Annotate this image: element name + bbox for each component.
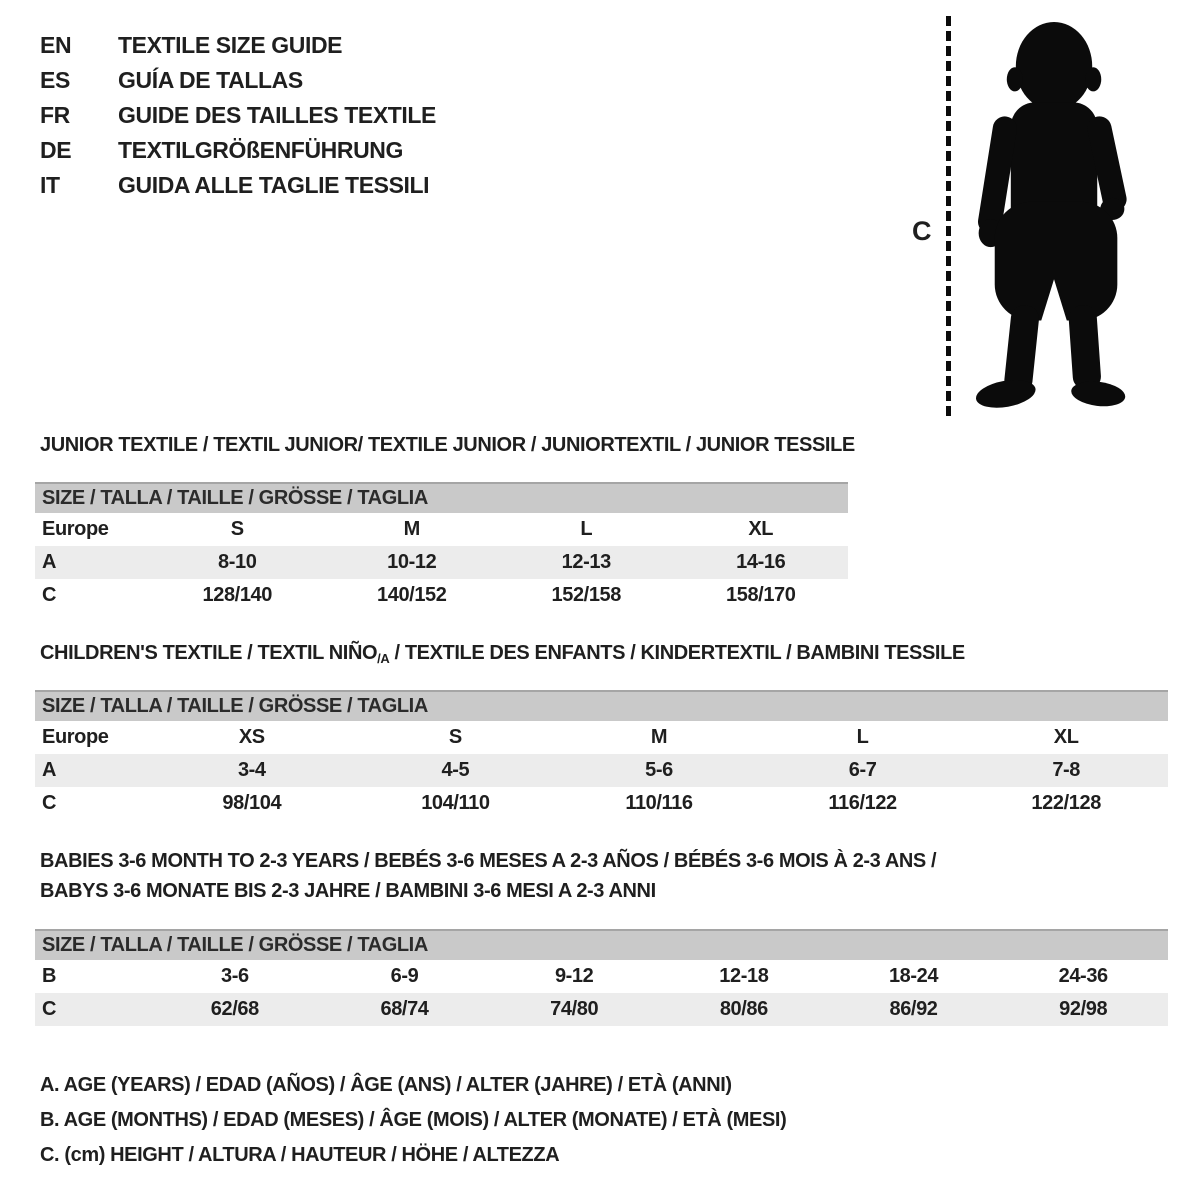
language-row [40,63,436,98]
size-band-header: SIZE / TALLA / TAILLE / GRÖSSE / TAGLIA [35,482,848,513]
row-label: B [42,965,57,987]
size-cell: 5-6 [645,759,673,781]
children-heading-text: CHILDREN'S TEXTILE / TEXTIL NIÑO [40,642,378,664]
junior-size-table [35,482,848,612]
size-cell: 62/68 [210,998,259,1020]
size-cell: 6-7 [848,759,877,781]
language-code: DE [40,137,72,163]
babies-heading-line-1: BABIES 3-6 MONTH TO 2-3 YEARS / BEBÉS 3-6 MESES A 2-3 AÑOS / BÉBÉS 3-6 MOIS À 2-3 ANS / [40,850,937,872]
children-heading-text: / TEXTILE DES ENFANTS / KINDERTEXTIL / BAMBINI TESSILE [389,642,965,664]
language-title: TEXTILGRÖßENFÜHRUNG [118,137,403,163]
table-row [35,721,1168,754]
row-label: Europe [42,726,109,748]
size-cell: 7-8 [1052,759,1081,781]
size-cell: 152/158 [551,584,621,606]
size-cell: 6-9 [390,965,419,987]
row-label: C [42,792,57,814]
table-row [35,993,1168,1026]
size-band-header: SIZE / TALLA / TAILLE / GRÖSSE / TAGLIA [35,690,1168,721]
size-cell: 86/92 [889,998,938,1020]
toddler-silhouette-icon [963,16,1137,418]
size-cell: 110/116 [625,792,693,814]
children-section-heading [40,642,965,666]
row-label: A [42,759,57,781]
size-cell: 116/122 [828,792,897,814]
babies-heading-line-2: BABYS 3-6 MONATE BIS 2-3 JAHRE / BAMBINI 3-6 MESI A 2-3 ANNI [40,880,656,902]
language-title: TEXTILE SIZE GUIDE [118,32,343,58]
language-row [40,98,436,133]
size-cell: 3-4 [237,759,266,781]
language-row [40,168,436,203]
size-cell: 140/152 [377,584,447,606]
language-code: FR [40,102,70,128]
height-measure-label: C [912,216,932,246]
size-cell: XL [748,518,774,540]
table-row [35,960,1168,993]
row-label: C [42,584,57,606]
language-title: GUIDA ALLE TAGLIE TESSILI [118,172,430,198]
size-cell: L [580,518,593,540]
size-cell: 158/170 [726,584,796,606]
language-row [40,28,436,63]
size-cell: 12-18 [719,965,769,987]
size-cell: 12-13 [561,551,611,573]
size-cell: 18-24 [888,965,939,987]
size-cell: S [230,518,244,540]
size-cell: 98/104 [222,792,282,814]
babies-size-table [35,929,1168,1026]
language-code: IT [40,172,60,198]
children-size-table [35,690,1168,820]
size-cell: 3-6 [220,965,249,987]
size-cell: 128/140 [202,584,272,606]
size-cell: 68/74 [380,998,429,1020]
size-cell: L [856,726,869,748]
language-code: ES [40,67,70,93]
size-cell: 4-5 [441,759,470,781]
language-row [40,133,436,168]
language-title: GUIDE DES TAILLES TEXTILE [118,102,436,128]
table-row [35,754,1168,787]
babies-section-heading [40,846,936,906]
footnote-c: C. (cm) HEIGHT / ALTURA / HAUTEUR / HÖHE / ALTEZZA [40,1144,560,1166]
size-cell: 104/110 [421,792,490,814]
size-cell: 14-16 [736,551,786,573]
table-row [35,546,848,579]
table-row [35,787,1168,820]
size-cell: S [448,726,462,748]
children-heading-subscript: /A [377,651,390,666]
size-cell: 92/98 [1059,998,1108,1020]
language-code: EN [40,32,72,58]
size-cell: 24-36 [1058,965,1108,987]
size-cell: 10-12 [387,551,437,573]
size-cell: M [403,518,420,540]
language-title: GUÍA DE TALLAS [118,67,303,93]
size-cell: XL [1053,726,1079,748]
footnote-a: A. AGE (YEARS) / EDAD (AÑOS) / ÂGE (ANS) / ALTER (JAHRE) / ETÀ (ANNI) [40,1074,732,1096]
junior-section-heading: JUNIOR TEXTILE / TEXTIL JUNIOR/ TEXTILE JUNIOR / JUNIORTEXTIL / JUNIOR TESSILE [40,434,855,456]
footnote-b: B. AGE (MONTHS) / EDAD (MESES) / ÂGE (MOIS) / ALTER (MONATE) / ETÀ (MESI) [40,1109,787,1131]
size-band-header: SIZE / TALLA / TAILLE / GRÖSSE / TAGLIA [35,929,1168,960]
language-title-list [40,28,436,203]
size-cell: 80/86 [719,998,768,1020]
table-row [35,513,848,546]
size-cell: 74/80 [550,998,599,1020]
size-cell: 8-10 [218,551,257,573]
size-cell: M [650,726,668,748]
height-measure-dashed-line [946,16,951,416]
row-label: A [42,551,57,573]
size-cell: XS [238,726,265,748]
size-cell: 9-12 [554,965,594,987]
row-label: C [42,998,57,1020]
footnotes [40,1068,786,1173]
row-label: Europe [42,518,109,540]
size-cell: 122/128 [1031,792,1101,814]
table-row [35,579,848,612]
